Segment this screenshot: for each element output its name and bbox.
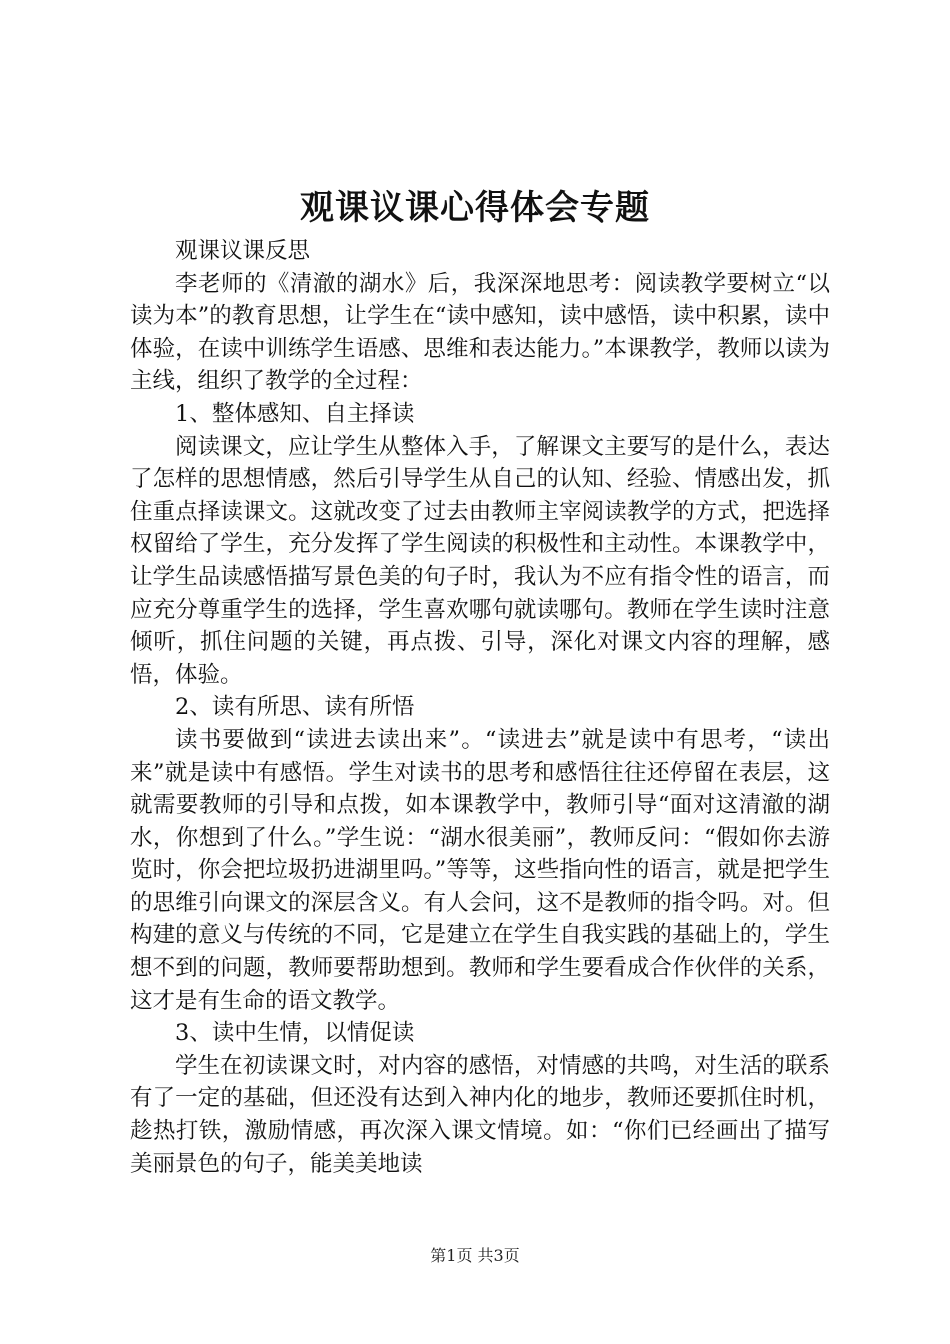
document-body — [130, 235, 830, 1180]
paragraph-section-3: 学生在初读课文时，对内容的感悟，对情感的共鸣，对生活的联系有了一定的基础，但还没有达到入神内化的地步，教师还要抓住时机，趁热打铁，激励情感，再次深入课文情境。如：“你们已经画出了描写美丽景色的句子，能美美地读 — [130, 1052, 830, 1177]
section-heading-1: 1、整体感知、自主择读 — [175, 400, 415, 427]
page-footer: 第1页 共3页 — [430, 1246, 520, 1265]
paragraph-subtitle: 观课议课反思 — [175, 238, 311, 264]
document-title: 观课议课心得体会专题 — [300, 188, 650, 228]
paragraph-intro: 李老师的《清澈的湖水》后，我深深地思考：阅读教学要树立“以读为本”的教育思想，让学生在“读中感知，读中感悟，读中积累，读中体验，在读中训练学生语感、思维和表达能力。”本课教学，教师以读为主线，组织了教学的全过程： — [130, 270, 830, 395]
section-heading-3: 3、读中生情，以情促读 — [175, 1020, 415, 1047]
paragraph-section-1: 阅读课文，应让学生从整体入手，了解课文主要写的是什么，表达了怎样的思想情感，然后引导学生从自己的认知、经验、情感出发，抓住重点择读课文。这就改变了过去由教师主宰阅读教学的方式，把选择权留给了学生，充分发挥了学生阅读的积极性和主动性。本课教学中，让学生品读感悟描写景色美的句子时，我认为不应有指令性的语言，而应充分尊重学生的选择，学生喜欢哪句就读哪句。教师在学生读时注意倾听，抓住问题的关键，再点拨、引导，深化对课文内容的理解，感悟，体验。 — [130, 433, 830, 688]
paragraph-section-2: 读书要做到“读进去读出来”。“读进去”就是读中有思考，“读出来”就是读中有感悟。学生对读书的思考和感悟往往还停留在表层，这就需要教师的引导和点拨，如本课教学中，教师引导“面对这清澈的湖水，你想到了什么。”学生说：“湖水很美丽”，教师反问：“假如你去游览时，你会把垃圾扔进湖里吗。”等等，这些指向性的语言，就是把学生的思维引向课文的深层含义。有人会问，这不是教师的指令吗。对。但构建的意义与传统的不同，它是建立在学生自我实践的基础上的，学生想不到的问题，教师要帮助想到。教师和学生要看成合作伙伴的关系，这才是有生命的语文教学。 — [130, 726, 830, 1014]
section-heading-2: 2、读有所思、读有所悟 — [175, 694, 415, 721]
